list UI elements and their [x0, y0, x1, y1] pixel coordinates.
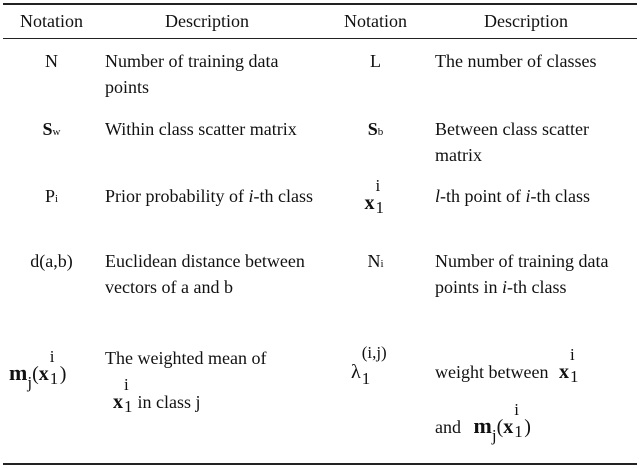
row3-notation-2	[328, 176, 423, 217]
row5-desc2-line-2	[435, 400, 635, 445]
row4-notation-1: d(a,b)	[30, 251, 73, 271]
x-superscript: i	[375, 176, 381, 195]
row3-desc1-italic-i: i	[248, 186, 254, 206]
row4-desc2-italic-i: i	[502, 277, 508, 297]
pi-subscript: i	[54, 193, 59, 205]
row5-description-2	[435, 345, 635, 445]
lambda-base: λ	[351, 361, 361, 383]
row2-description-2: Between class scatter matrix	[435, 119, 589, 165]
desc-x-symbol	[113, 375, 133, 416]
weight-m-arg-x-base: x	[503, 416, 514, 438]
row4-desc2-text-a: Number of training data points in	[435, 251, 609, 297]
row1-description-2: The number of classes	[435, 51, 597, 71]
m-arg-x-subscript: 1	[49, 369, 59, 388]
row4-desc2-text-b: -th class	[507, 277, 567, 297]
m-arg-x-symbol	[38, 347, 59, 388]
weight-x-subscript: 1	[569, 367, 579, 386]
m-arg-x-base: x	[38, 363, 49, 385]
x-base: x	[364, 192, 375, 214]
row5-desc2-and: and	[435, 417, 461, 437]
weight-m-symbol: m	[473, 413, 492, 438]
paren-close: )	[59, 363, 67, 385]
lambda-symbol	[351, 343, 387, 388]
row4-notation-2	[328, 248, 423, 277]
row2-notation-2	[328, 116, 423, 145]
header-description-1: Description	[165, 11, 249, 31]
weight-x-base: x	[558, 361, 569, 383]
weight-x-superscript: i	[569, 345, 575, 364]
row3-desc2-text-a: -th point of	[440, 186, 526, 206]
top-rule	[3, 3, 637, 5]
pi-symbol: P	[44, 186, 55, 206]
row1-description-1: Number of training data points	[105, 51, 279, 97]
header-rule	[3, 38, 637, 39]
row2-description-1: Within class scatter matrix	[105, 119, 297, 139]
weight-x-symbol	[558, 345, 579, 386]
row4-description-1: Euclidean distance between vectors of a and b	[105, 251, 305, 297]
sb-subscript: b	[377, 126, 384, 138]
row4-description-2	[435, 248, 635, 300]
desc-x-subscript: 1	[124, 397, 133, 416]
m-symbol: m	[9, 360, 28, 385]
x-i-1-symbol	[364, 176, 384, 217]
notation-table	[3, 3, 637, 465]
desc-x-base: x	[113, 391, 123, 413]
lambda-subscript: 1	[361, 369, 371, 388]
row5-desc1-line-2	[105, 375, 320, 416]
row3-description-2	[435, 183, 635, 209]
row1-notation-2: L	[370, 51, 381, 71]
row3-desc2-text-b: -th class	[530, 186, 591, 206]
row5-desc2-line-1	[435, 345, 635, 386]
ni-symbol: N	[367, 251, 381, 271]
row3-desc2-italic-l: l	[435, 186, 441, 206]
row1-notation-1: N	[45, 51, 58, 71]
weight-m-subscript-j: j	[491, 426, 497, 445]
ni-subscript: i	[380, 258, 384, 270]
row3-notation-1	[3, 183, 100, 212]
paren-open: (	[32, 363, 39, 385]
weight-paren-close: )	[524, 416, 531, 438]
row5-description-1	[105, 345, 320, 415]
row5-desc2-text-a: weight between	[435, 362, 549, 382]
row3-desc1-text-b: -th class	[253, 186, 313, 206]
desc-x-superscript: i	[124, 375, 129, 394]
row5-desc1-line-1: The weighted mean of	[105, 348, 267, 368]
sw-symbol: S	[42, 119, 53, 139]
row3-description-1	[105, 183, 320, 209]
row5-notation-2	[351, 343, 421, 388]
weight-paren-open: (	[496, 416, 504, 438]
header-description-2: Description	[484, 11, 568, 31]
row3-desc2-italic-i: i	[525, 186, 531, 206]
row5-notation-1	[9, 347, 104, 392]
weight-m-arg-x-superscript: i	[514, 400, 519, 419]
row5-desc1-text-b: in class j	[133, 392, 201, 412]
sw-subscript: w	[52, 126, 61, 138]
bottom-rule	[3, 463, 637, 465]
header-notation-2: Notation	[344, 11, 407, 31]
row3-desc1-text-a: Prior probability of	[105, 186, 249, 206]
m-subscript-j: j	[27, 373, 33, 392]
lambda-superscript: (i,j)	[361, 343, 387, 362]
weight-m-arg-x-subscript: 1	[514, 422, 523, 441]
sb-symbol: S	[367, 119, 378, 139]
x-subscript: 1	[375, 198, 384, 217]
weight-m-arg-x-symbol	[503, 400, 523, 441]
header-notation-1: Notation	[20, 11, 83, 31]
m-arg-x-superscript: i	[49, 347, 55, 366]
row2-notation-1	[3, 116, 100, 145]
